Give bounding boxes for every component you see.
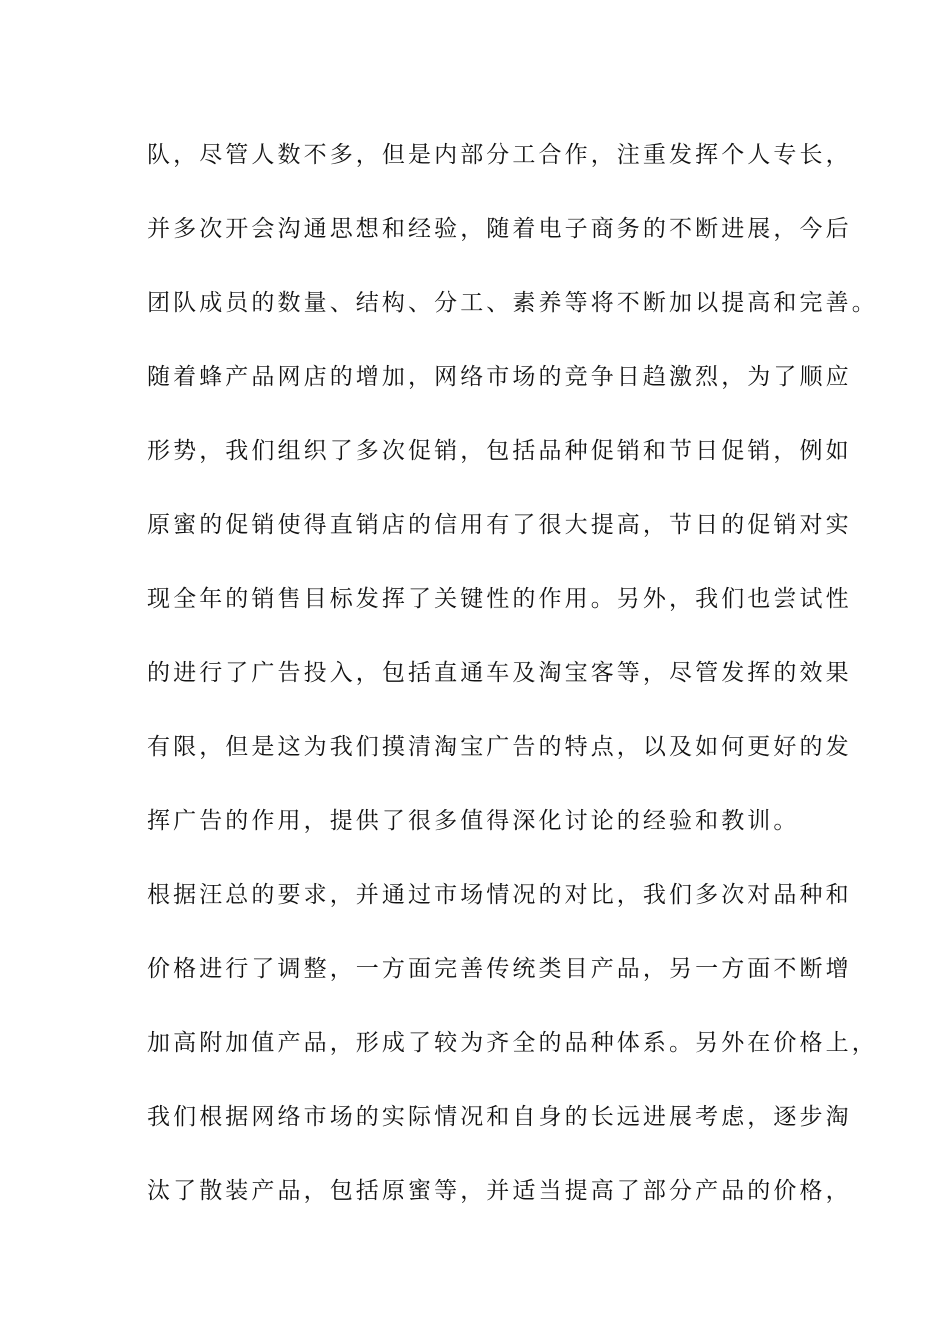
- text-line: 队，尽管人数不多，但是内部分工合作，注重发挥个人专长，: [147, 142, 852, 168]
- text-line: 挥广告的作用，提供了很多值得深化讨论的经验和教训。: [147, 808, 800, 834]
- text-line: 并多次开会沟通思想和经验，随着电子商务的不断进展，今后: [147, 216, 852, 242]
- body-text: [147, 135, 878, 1245]
- text-line: 我们根据网络市场的实际情况和自身的长远进展考虑，逐步淘: [147, 1104, 852, 1130]
- text-line: 的进行了广告投入，包括直通车及淘宝客等，尽管发挥的效果: [147, 660, 852, 686]
- text-line: 有限，但是这为我们摸清淘宝广告的特点，以及如何更好的发: [147, 734, 852, 760]
- text-line: 价格进行了调整，一方面完善传统类目产品，另一方面不断增: [147, 956, 852, 982]
- text-line: 根据汪总的要求，并通过市场情况的对比，我们多次对品种和: [147, 882, 852, 908]
- text-line: 加高附加值产品，形成了较为齐全的品种体系。另外在价格上，: [147, 1030, 878, 1056]
- text-line: 随着蜂产品网店的增加，网络市场的竞争日趋激烈，为了顺应: [147, 364, 852, 390]
- text-line: 原蜜的促销使得直销店的信用有了很大提高，节日的促销对实: [147, 512, 852, 538]
- text-line: 汰了散装产品，包括原蜜等，并适当提高了部分产品的价格，: [147, 1178, 852, 1204]
- text-line: 现全年的销售目标发挥了关键性的作用。另外，我们也尝试性: [147, 586, 852, 612]
- text-line: 形势，我们组织了多次促销，包括品种促销和节日促销，例如: [147, 438, 852, 464]
- text-line: 团队成员的数量、结构、分工、素养等将不断加以提高和完善。: [147, 290, 878, 316]
